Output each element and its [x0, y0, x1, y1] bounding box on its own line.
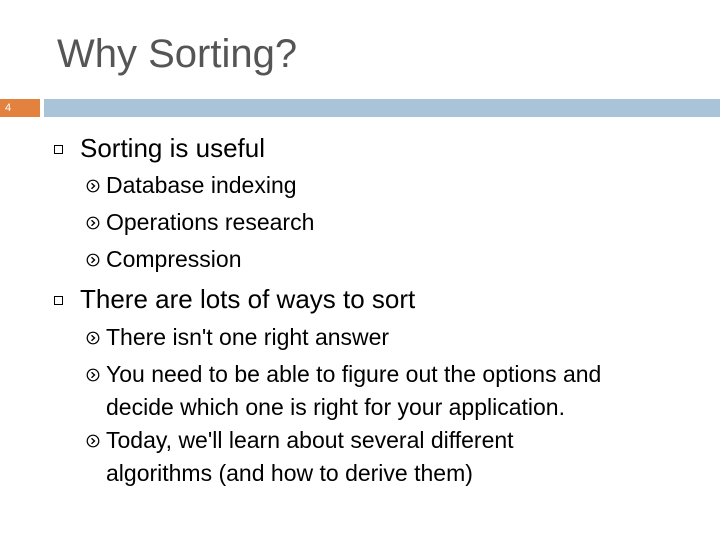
slide-number: 4	[5, 102, 12, 114]
sub-bullet-text: Operations research	[106, 209, 315, 235]
hollow-square-icon	[54, 145, 63, 154]
circled-arrow-icon	[86, 434, 100, 448]
sub-bullet-text: Today, we'll learn about several different	[106, 427, 514, 453]
circled-arrow-icon	[86, 368, 100, 382]
sub-bullet-text-continued: decide which one is right for your application.	[106, 394, 565, 420]
sub-bullet-text: Database indexing	[106, 172, 297, 198]
hollow-square-icon	[54, 296, 63, 305]
circled-arrow-icon	[86, 253, 100, 267]
sub-bullet-text: There isn't one right answer	[106, 324, 390, 350]
sub-bullet-text: You need to be able to figure out the options and	[106, 361, 602, 387]
slide-title: Why Sorting?	[57, 32, 298, 76]
circled-arrow-icon	[86, 331, 100, 345]
bullet-2-text: There are lots of ways to sort	[80, 284, 416, 314]
sub-bullet-text-continued: algorithms (and how to derive them)	[106, 460, 473, 486]
circled-arrow-icon	[86, 216, 100, 230]
bullet-1-text: Sorting is useful	[80, 133, 265, 163]
sub-bullet-text: Compression	[106, 246, 242, 272]
circled-arrow-icon	[86, 179, 100, 193]
